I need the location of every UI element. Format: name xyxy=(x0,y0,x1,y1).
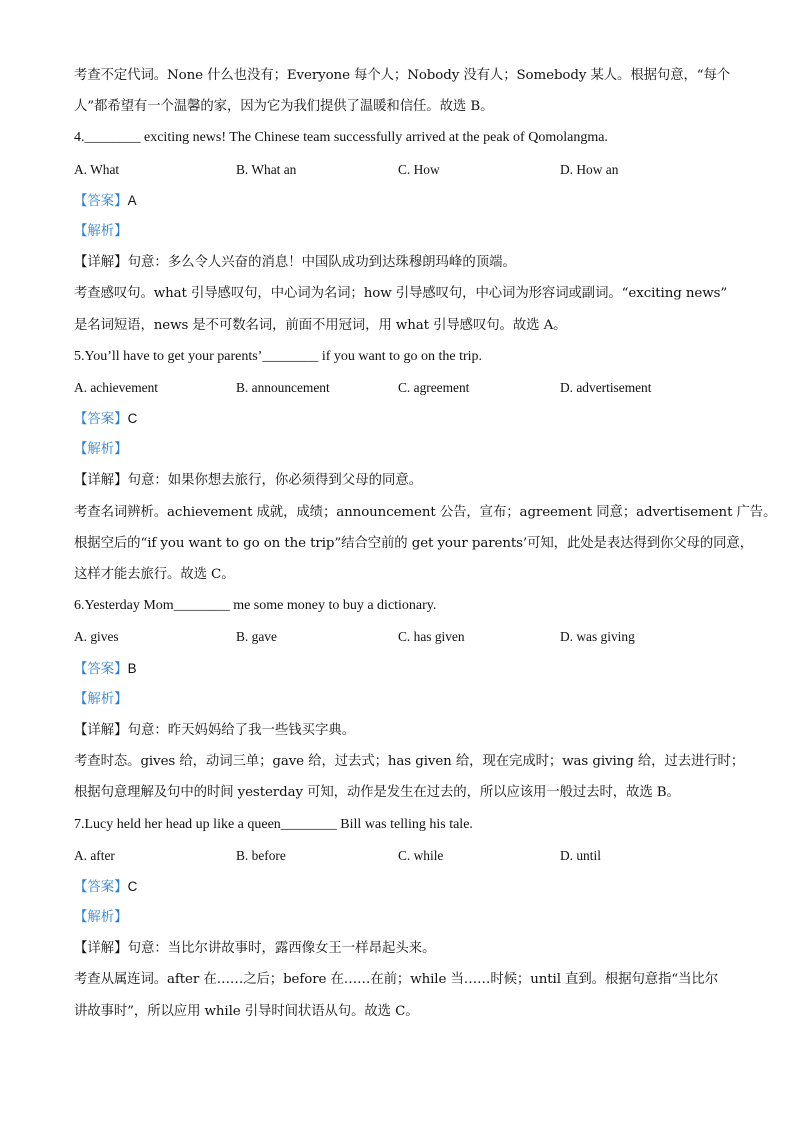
question-5-explanation-3: 这样才能去旅行。故选 C。 xyxy=(74,567,235,582)
analysis-label: 【解析】 xyxy=(74,223,128,239)
answer-value: C xyxy=(127,411,138,427)
detail-text: 句意：当比尔讲故事时，露西像女王一样昂起头来。 xyxy=(127,941,436,957)
detail-text: 句意：多么令人兴奋的消息！中国队成功到达珠穆朗玛峰的顶端。 xyxy=(127,255,516,271)
answer-label: 【答案】 xyxy=(74,193,128,209)
question-6-analysis-label xyxy=(74,684,726,715)
question-4-explanation-1: 考查感叹句。what 引导感叹句，中心词为名词；how 引导感叹句，中心词为形容词或副词。“exciting news” xyxy=(74,286,728,302)
analysis-label: 【解析】 xyxy=(74,442,128,458)
question-6-stem: 6.Yesterday Mom________ me some money to buy a dictionary. xyxy=(74,598,437,614)
question-7-options xyxy=(74,840,726,871)
question-7-answer xyxy=(74,871,726,902)
question-5-explanation-2: 根据空后的“if you want to go on the trip”结合空前的 get your parents’可知，此处是表达得到你父母的同意， xyxy=(74,535,754,551)
question-7-option-d: D. until xyxy=(560,847,601,863)
answer-label: 【答案】 xyxy=(74,412,128,428)
question-7-option-c: C. while xyxy=(398,847,444,863)
question-4-option-d: D. How an xyxy=(560,161,619,177)
question-6-explanation-2: 根据句意理解及句中的时间 yesterday 可知，动作是发生在过去的，所以应该用一般过去时，故选 B。 xyxy=(74,785,680,801)
question-4-analysis-label xyxy=(74,216,726,247)
question-6-option-d: D. was giving xyxy=(560,629,635,645)
question-5-answer xyxy=(74,403,726,434)
question-5-analysis-label xyxy=(74,434,726,465)
question-5-option-a: A. achievement xyxy=(74,379,159,395)
question-6-option-b: B. gave xyxy=(236,629,277,645)
intro-line-2: 人”都希望有一个温馨的家，因为它为我们提供了温暖和信任。故选 B。 xyxy=(74,99,494,115)
answer-value: B xyxy=(127,660,137,676)
answer-label: 【答案】 xyxy=(74,661,128,677)
detail-label: 【详解】 xyxy=(74,941,128,957)
question-7-detail xyxy=(74,933,726,964)
question-7-analysis-label xyxy=(74,902,726,933)
question-7-explanation-1: 考查从属连词。after 在……之后；before 在……在前；while 当……时候；until 直到。根据句意指“当比尔 xyxy=(74,972,718,988)
answer-value: C xyxy=(127,878,138,894)
answer-value: A xyxy=(127,192,137,208)
analysis-label: 【解析】 xyxy=(74,691,128,707)
question-6-option-c: C. has given xyxy=(398,629,465,645)
question-5-stem: 5.You’ll have to get your parents’________ if you want to go on the trip. xyxy=(74,348,483,364)
question-4-explanation-2: 是名词短语，news 是不可数名词，前面不用冠词，用 what 引导感叹句。故选 A。 xyxy=(74,317,567,333)
intro-line-1: 考查不定代词。None 什么也没有；Everyone 每个人；Nobody 没有人；Somebody 某人。根据句意，“每个 xyxy=(74,68,731,83)
question-7-option-a: A. after xyxy=(74,847,115,863)
detail-text: 句意：昨天妈妈给了我一些钱买字典。 xyxy=(127,722,356,738)
question-5-option-b: B. announcement xyxy=(236,379,330,395)
analysis-label: 【解析】 xyxy=(74,910,128,926)
question-6-explanation-1: 考查时态。gives 给，动词三单；gave 给，过去式；has given 给，现在完成时；was giving 给，过去进行时； xyxy=(74,754,745,770)
question-6-option-a: A. gives xyxy=(74,629,119,645)
question-4-option-c: C. How xyxy=(398,161,440,177)
question-4-answer xyxy=(74,185,726,216)
question-5-option-d: D. advertisement xyxy=(560,379,652,395)
question-7-stem: 7.Lucy held her head up like a queen________ Bill was telling his tale. xyxy=(74,816,473,832)
question-4-option-a: A. What xyxy=(74,161,120,177)
question-7-explanation-2: 讲故事时”，所以应用 while 引导时间状语从句。故选 C。 xyxy=(74,1003,419,1019)
detail-text: 句意：如果你想去旅行，你必须得到父母的同意。 xyxy=(127,473,423,489)
question-4-detail xyxy=(74,247,726,278)
detail-label: 【详解】 xyxy=(74,255,128,271)
answer-label: 【答案】 xyxy=(74,879,128,895)
question-5-option-c: C. agreement xyxy=(398,379,470,395)
question-4-option-b: B. What an xyxy=(236,161,297,177)
detail-label: 【详解】 xyxy=(74,473,128,489)
question-5-options xyxy=(74,372,726,403)
question-5-explanation-1: 考查名词辨析。achievement 成就，成绩；announcement 公告，宣布；agreement 同意；advertisement 广告。 xyxy=(74,504,777,520)
document-page xyxy=(74,60,777,1027)
question-5-detail xyxy=(74,465,726,496)
question-6-answer xyxy=(74,653,726,684)
detail-label: 【详解】 xyxy=(74,722,128,738)
question-7-option-b: B. before xyxy=(236,847,286,863)
question-6-options xyxy=(74,621,726,652)
question-4-options xyxy=(74,154,726,185)
question-4-stem: 4.________ exciting news! The Chinese team successfully arrived at the peak of Qomolangma. xyxy=(74,130,608,146)
question-6-detail xyxy=(74,715,726,746)
